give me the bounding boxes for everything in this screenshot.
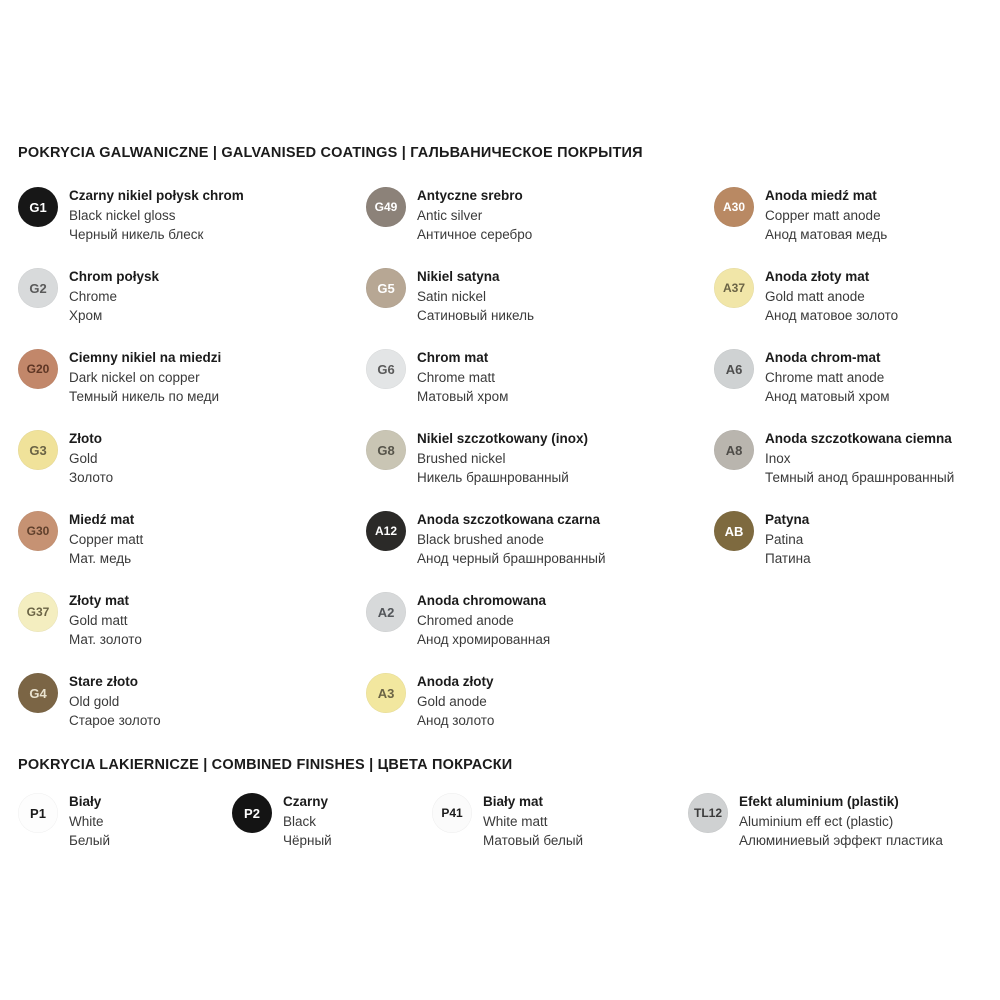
color-item bbox=[366, 186, 714, 267]
color-labels bbox=[69, 672, 161, 731]
color-swatch: G37 bbox=[18, 592, 58, 632]
color-labels bbox=[765, 186, 887, 245]
color-labels bbox=[765, 348, 890, 407]
color-name-pl: Chrom połysk bbox=[69, 269, 160, 284]
section-title-combined: POKRYCIA LAKIERNICZE | COMBINED FINISHES | ЦВЕТА ПОКРАСКИ bbox=[18, 757, 513, 773]
color-swatch: A6 bbox=[714, 349, 754, 389]
color-labels bbox=[417, 510, 606, 569]
color-swatch: G6 bbox=[366, 349, 406, 389]
color-name-ru: Никель брашнрованный bbox=[417, 470, 569, 485]
color-name-ru: Темный никель по меди bbox=[69, 389, 219, 404]
color-labels bbox=[765, 267, 898, 326]
color-name-en: Brushed nickel bbox=[417, 450, 506, 466]
color-labels bbox=[69, 429, 113, 488]
color-name-ru: Матовый белый bbox=[483, 833, 584, 848]
color-name-pl: Anoda chrom-mat bbox=[765, 350, 881, 365]
color-item bbox=[366, 348, 714, 429]
color-swatch: P41 bbox=[432, 793, 472, 833]
color-name-ru: Сатиновый никель bbox=[417, 308, 534, 323]
color-swatch: G3 bbox=[18, 430, 58, 470]
color-name-en: Patina bbox=[765, 531, 804, 547]
color-name-ru: Анод черный брашнрованный bbox=[417, 551, 606, 566]
color-item bbox=[366, 591, 714, 672]
color-swatch: A8 bbox=[714, 430, 754, 470]
galvanised-coatings-grid bbox=[18, 186, 988, 753]
color-item bbox=[714, 267, 988, 348]
color-swatch: G5 bbox=[366, 268, 406, 308]
color-item bbox=[18, 510, 366, 591]
color-name-ru: Золото bbox=[69, 470, 114, 485]
color-swatch: P2 bbox=[232, 793, 272, 833]
color-labels bbox=[417, 672, 494, 731]
color-name-pl: Patyna bbox=[765, 512, 810, 527]
color-name-pl: Złoto bbox=[69, 431, 102, 446]
color-labels bbox=[69, 510, 143, 569]
color-labels bbox=[417, 267, 534, 326]
color-item bbox=[688, 792, 988, 862]
color-name-pl: Anoda złoty mat bbox=[765, 269, 870, 284]
combined-finishes-grid bbox=[18, 792, 988, 862]
color-swatch: G4 bbox=[18, 673, 58, 713]
color-name-ru: Патина bbox=[765, 551, 811, 566]
color-item bbox=[18, 186, 366, 267]
color-item bbox=[18, 348, 366, 429]
color-item bbox=[18, 792, 232, 862]
color-name-pl: Czarny bbox=[283, 794, 329, 809]
color-name-en: Copper matt anode bbox=[765, 207, 881, 223]
color-name-en: Satin nickel bbox=[417, 288, 487, 304]
color-name-en: Antic silver bbox=[417, 207, 483, 223]
color-swatch: G20 bbox=[18, 349, 58, 389]
color-name-en: Inox bbox=[765, 450, 791, 466]
color-name-en: Old gold bbox=[69, 693, 120, 709]
color-name-pl: Anoda szczotkowana czarna bbox=[417, 512, 601, 527]
color-labels bbox=[69, 792, 110, 851]
color-name-ru: Античное серебро bbox=[417, 227, 533, 242]
color-name-ru: Черный никель блеск bbox=[69, 227, 204, 242]
color-name-ru: Мат. медь bbox=[69, 551, 132, 566]
color-swatch: A30 bbox=[714, 187, 754, 227]
color-name-en: Dark nickel on copper bbox=[69, 369, 200, 385]
color-labels bbox=[69, 186, 244, 245]
color-labels bbox=[69, 348, 221, 407]
color-labels bbox=[483, 792, 583, 851]
color-name-pl: Ciemny nikiel na miedzi bbox=[69, 350, 222, 365]
color-name-ru: Анод золото bbox=[417, 713, 495, 728]
color-item bbox=[18, 267, 366, 348]
color-labels bbox=[417, 429, 588, 488]
color-name-pl: Anoda chromowana bbox=[417, 593, 547, 608]
color-name-en: Gold anode bbox=[417, 693, 487, 709]
color-name-en: White matt bbox=[483, 813, 548, 829]
color-swatch: A2 bbox=[366, 592, 406, 632]
color-labels bbox=[417, 186, 532, 245]
color-name-pl: Złoty mat bbox=[69, 593, 130, 608]
color-name-pl: Anoda miedź mat bbox=[765, 188, 877, 203]
color-name-pl: Nikiel satyna bbox=[417, 269, 500, 284]
section-title-galvanised: POKRYCIA GALWANICZNE | GALVANISED COATINGS | ГАЛЬВАНИЧЕСКОЕ ПОКРЫТИЯ bbox=[18, 145, 643, 161]
color-labels bbox=[69, 267, 159, 326]
color-name-pl: Stare złoto bbox=[69, 674, 139, 689]
color-item bbox=[366, 672, 714, 753]
color-labels bbox=[765, 429, 954, 488]
color-name-pl: Efekt aluminium (plastik) bbox=[739, 794, 899, 809]
color-swatch: G49 bbox=[366, 187, 406, 227]
color-item bbox=[18, 429, 366, 510]
color-item bbox=[366, 510, 714, 591]
color-item bbox=[432, 792, 688, 862]
color-item bbox=[714, 510, 988, 591]
color-name-ru: Старое золото bbox=[69, 713, 161, 728]
color-labels bbox=[417, 591, 550, 650]
color-name-ru: Анод матовый хром bbox=[765, 389, 890, 404]
color-name-en: Copper matt bbox=[69, 531, 144, 547]
color-name-pl: Czarny nikiel połysk chrom bbox=[69, 188, 244, 203]
color-name-en: Black nickel gloss bbox=[69, 207, 176, 223]
color-item bbox=[366, 429, 714, 510]
color-item bbox=[714, 348, 988, 429]
color-labels bbox=[765, 510, 811, 569]
color-name-en: White bbox=[69, 813, 104, 829]
color-labels bbox=[69, 591, 142, 650]
color-name-en: Chromed anode bbox=[417, 612, 514, 628]
color-swatch: A12 bbox=[366, 511, 406, 551]
color-name-en: Gold matt bbox=[69, 612, 128, 628]
color-name-pl: Biały mat bbox=[483, 794, 544, 809]
color-swatch: G1 bbox=[18, 187, 58, 227]
color-name-ru: Темный анод брашнрованный bbox=[765, 470, 955, 485]
color-name-en: Aluminium eff ect (plastic) bbox=[739, 813, 894, 829]
color-name-pl: Nikiel szczotkowany (inox) bbox=[417, 431, 589, 446]
color-labels bbox=[283, 792, 332, 851]
color-swatch: G8 bbox=[366, 430, 406, 470]
color-name-ru: Анод матовая медь bbox=[765, 227, 888, 242]
color-item bbox=[18, 672, 366, 753]
color-name-ru: Мат. золото bbox=[69, 632, 142, 647]
color-name-en: Chrome bbox=[69, 288, 118, 304]
color-name-pl: Antyczne srebro bbox=[417, 188, 523, 203]
color-swatch: G30 bbox=[18, 511, 58, 551]
color-item bbox=[232, 792, 432, 862]
color-name-pl: Miedź mat bbox=[69, 512, 135, 527]
color-name-en: Black brushed anode bbox=[417, 531, 544, 547]
color-name-ru: Белый bbox=[69, 833, 111, 848]
color-item bbox=[714, 186, 988, 267]
color-name-pl: Biały bbox=[69, 794, 102, 809]
color-swatch: G2 bbox=[18, 268, 58, 308]
color-name-ru: Матовый хром bbox=[417, 389, 509, 404]
color-name-en: Gold bbox=[69, 450, 98, 466]
color-swatch: P1 bbox=[18, 793, 58, 833]
color-swatch: A37 bbox=[714, 268, 754, 308]
color-name-pl: Anoda szczotkowana ciemna bbox=[765, 431, 952, 446]
color-item bbox=[714, 429, 988, 510]
color-item bbox=[18, 591, 366, 672]
color-name-en: Gold matt anode bbox=[765, 288, 865, 304]
color-name-ru: Хром bbox=[69, 308, 103, 323]
color-labels bbox=[739, 792, 943, 851]
color-name-en: Black bbox=[283, 813, 317, 829]
color-name-ru: Анод матовое золото bbox=[765, 308, 899, 323]
color-swatch: A3 bbox=[366, 673, 406, 713]
color-name-ru: Анод хромированная bbox=[417, 632, 551, 647]
color-swatch: AB bbox=[714, 511, 754, 551]
color-swatch: TL12 bbox=[688, 793, 728, 833]
color-name-ru: Чёрный bbox=[283, 833, 332, 848]
color-name-ru: Алюминиевый эффект пластика bbox=[739, 833, 943, 848]
color-name-en: Chrome matt bbox=[417, 369, 496, 385]
color-labels bbox=[417, 348, 508, 407]
color-item bbox=[366, 267, 714, 348]
color-name-pl: Anoda złoty bbox=[417, 674, 494, 689]
color-name-en: Chrome matt anode bbox=[765, 369, 885, 385]
color-name-pl: Chrom mat bbox=[417, 350, 489, 365]
